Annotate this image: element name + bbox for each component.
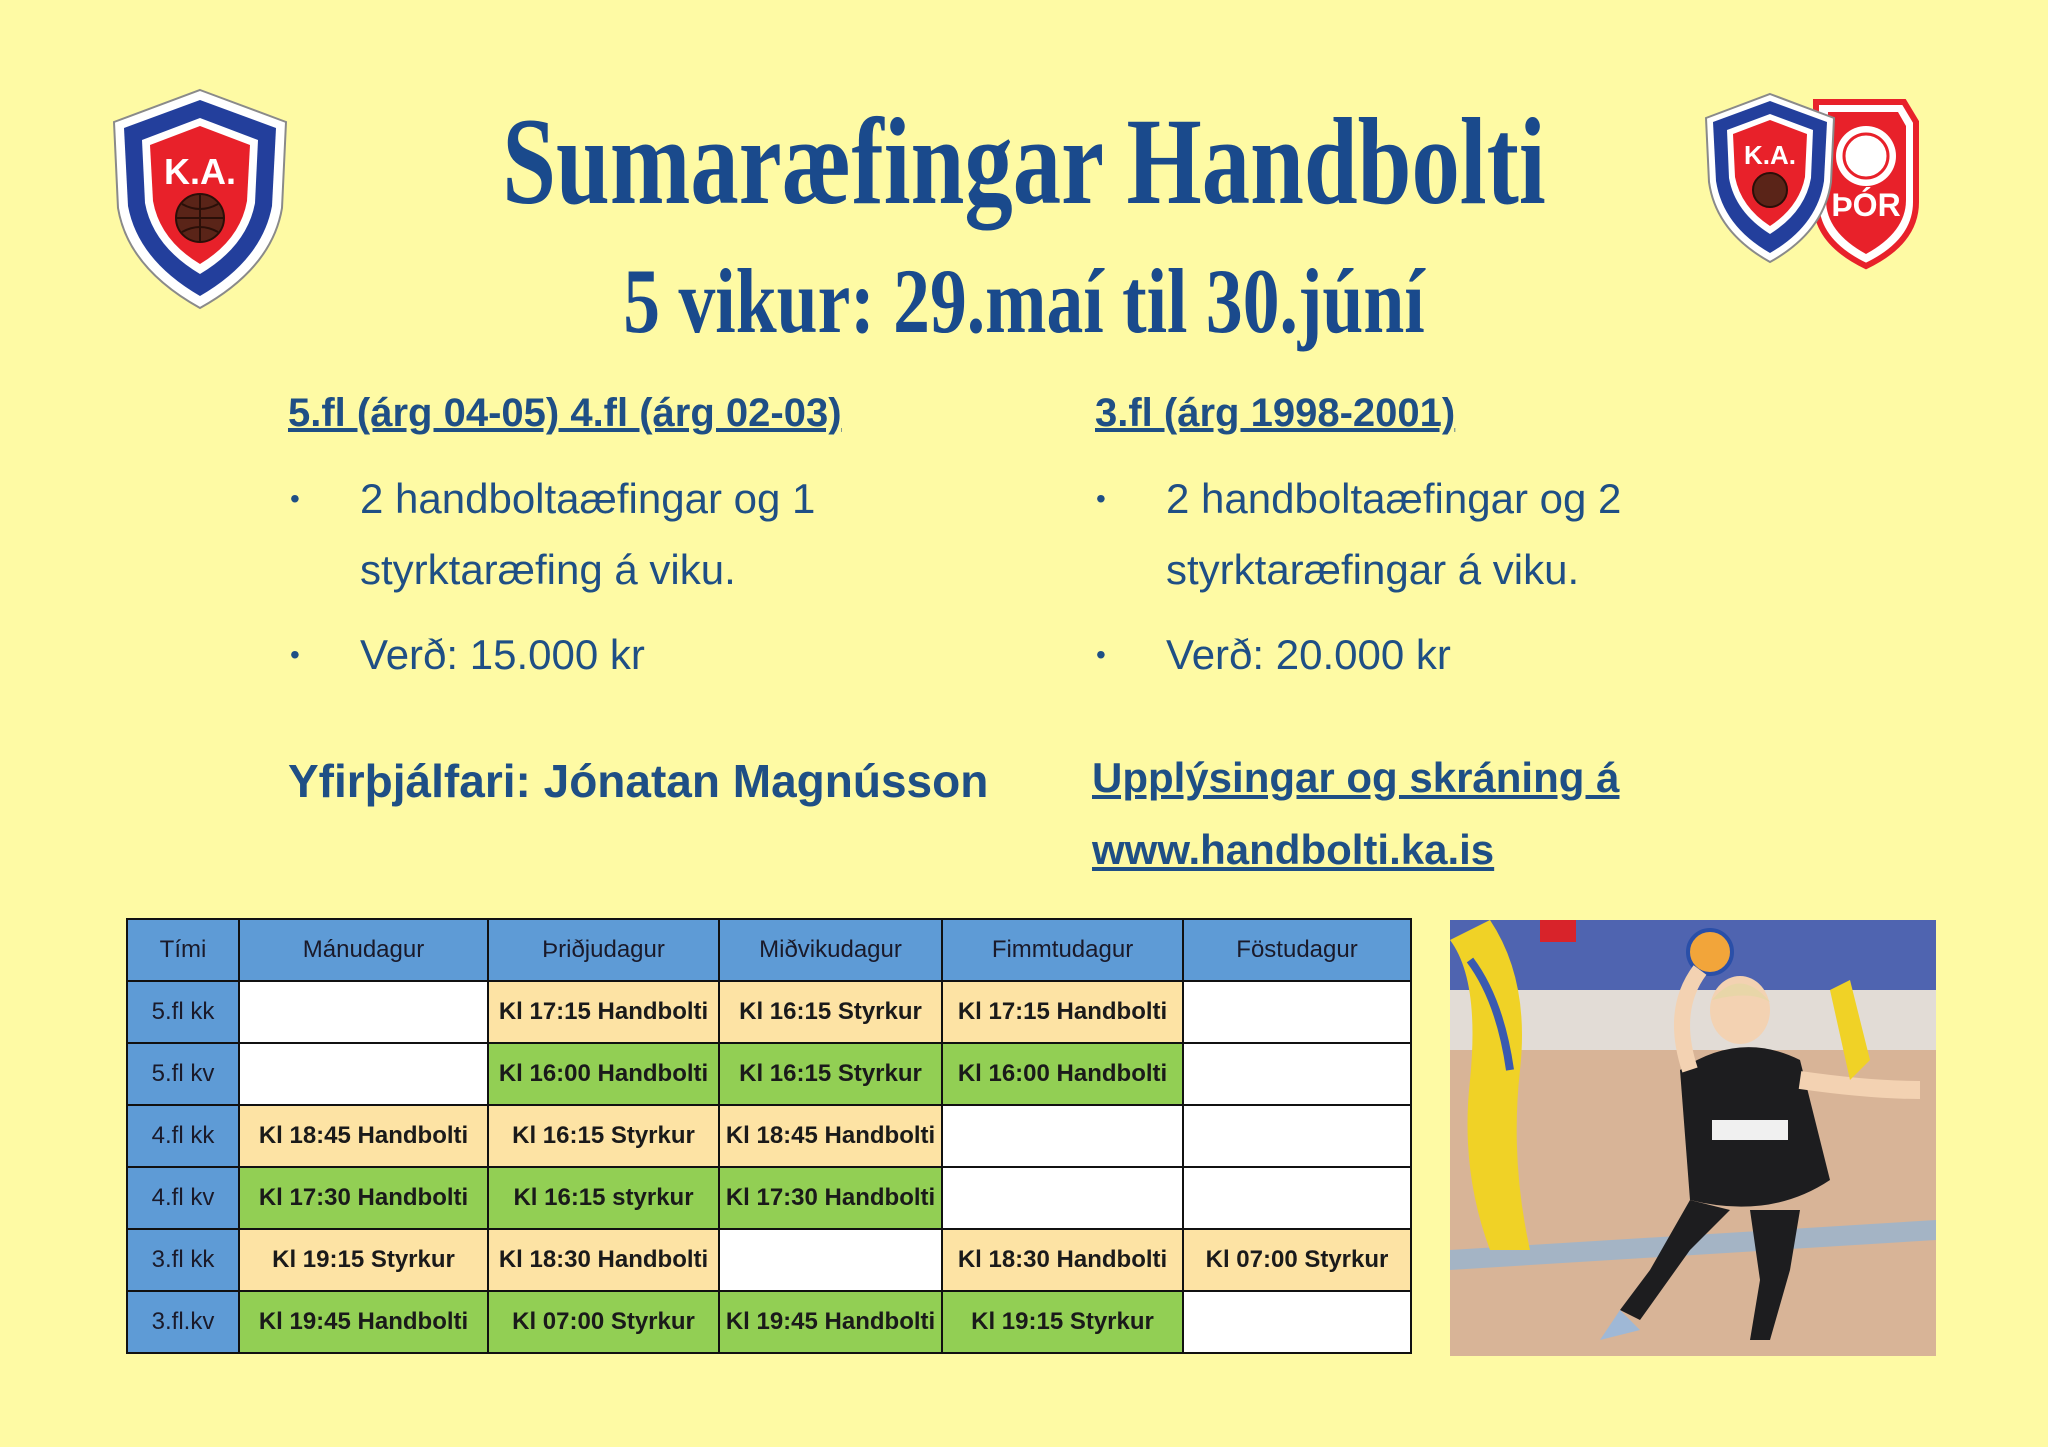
group-2-bullet: • 2 handboltaæfingar og 2 styrktaræfingar á viku. — [1096, 463, 1736, 605]
page-title: Sumaræfingar Handbolti — [502, 93, 1546, 230]
group-2-heading: 3.fl (árg 1998-2001) — [1095, 391, 1456, 435]
schedule-row — [127, 1105, 1411, 1167]
schedule-row — [127, 1167, 1411, 1229]
schedule-cell: Kl 18:45 Handbolti — [239, 1105, 488, 1167]
schedule-cell: Kl 16:15 styrkur — [488, 1167, 719, 1229]
schedule-row-label: 5.fl kv — [127, 1043, 239, 1105]
schedule-cell: Kl 19:45 Handbolti — [239, 1291, 488, 1353]
group-1-bullet: • 2 handboltaæfingar og 1 styrktaræfing á viku. — [290, 463, 930, 605]
group-1-bullet: • Verð: 15.000 kr — [290, 619, 930, 690]
schedule-cell — [942, 1167, 1183, 1229]
schedule-cell: Kl 19:45 Handbolti — [719, 1291, 942, 1353]
schedule-cell: Kl 07:00 Styrkur — [1183, 1229, 1411, 1291]
schedule-row-label: 3.fl.kv — [127, 1291, 239, 1353]
schedule-cell: Kl 16:15 Styrkur — [488, 1105, 719, 1167]
schedule-cell — [942, 1105, 1183, 1167]
schedule-header-cell: Föstudagur — [1183, 919, 1411, 981]
registration-line[interactable]: Upplýsingar og skráning á — [1092, 754, 1620, 801]
thor-crest-text: ÞÓR — [1831, 187, 1901, 223]
group-1-heading: 5.fl (árg 04-05) 4.fl (árg 02-03) — [288, 391, 842, 435]
schedule-row-label: 5.fl kk — [127, 981, 239, 1043]
schedule-cell — [1183, 1043, 1411, 1105]
schedule-cell — [1183, 1291, 1411, 1353]
group-1-bullets — [290, 463, 930, 690]
handball-player-photo — [1450, 920, 1936, 1356]
schedule-row-label: 4.fl kk — [127, 1105, 239, 1167]
schedule-header-cell: Fimmtudagur — [942, 919, 1183, 981]
schedule-cell: Kl 17:30 Handbolti — [719, 1167, 942, 1229]
schedule-cell: Kl 07:00 Styrkur — [488, 1291, 719, 1353]
schedule-cell: Kl 17:15 Handbolti — [488, 981, 719, 1043]
registration-info[interactable] — [1092, 742, 1619, 886]
schedule-cell: Kl 17:30 Handbolti — [239, 1167, 488, 1229]
schedule-cell — [1183, 981, 1411, 1043]
schedule-cell: Kl 19:15 Styrkur — [942, 1291, 1183, 1353]
schedule-cell: Kl 16:00 Handbolti — [942, 1043, 1183, 1105]
schedule-cell — [719, 1229, 942, 1291]
schedule-table — [126, 918, 1412, 1354]
schedule-row-label: 3.fl kk — [127, 1229, 239, 1291]
schedule-cell: Kl 18:30 Handbolti — [942, 1229, 1183, 1291]
schedule-cell — [1183, 1105, 1411, 1167]
schedule-cell — [239, 981, 488, 1043]
schedule-cell — [1183, 1167, 1411, 1229]
ka-crest-text: K.A. — [164, 151, 236, 192]
schedule-row — [127, 1043, 1411, 1105]
schedule-cell: Kl 16:15 Styrkur — [719, 981, 942, 1043]
schedule-header-cell: Þriðjudagur — [488, 919, 719, 981]
schedule-header-cell: Mánudagur — [239, 919, 488, 981]
schedule-header-cell: Miðvikudagur — [719, 919, 942, 981]
schedule-row — [127, 981, 1411, 1043]
ka-small-crest-text: K.A. — [1744, 140, 1796, 170]
schedule-row — [127, 1291, 1411, 1353]
schedule-cell: Kl 17:15 Handbolti — [942, 981, 1183, 1043]
schedule-header-row — [127, 919, 1411, 981]
page-subtitle: 5 vikur: 29.maí til 30.júní — [623, 250, 1425, 352]
head-coach: Yfirþjálfari: Jónatan Magnússon — [288, 755, 989, 807]
schedule-cell: Kl 19:15 Styrkur — [239, 1229, 488, 1291]
schedule-cell: Kl 16:00 Handbolti — [488, 1043, 719, 1105]
group-2-bullets — [1096, 463, 1736, 690]
schedule-header-cell: Tími — [127, 919, 239, 981]
schedule-cell: Kl 18:45 Handbolti — [719, 1105, 942, 1167]
schedule-cell: Kl 18:30 Handbolti — [488, 1229, 719, 1291]
schedule-row-label: 4.fl kv — [127, 1167, 239, 1229]
schedule-row — [127, 1229, 1411, 1291]
schedule-cell — [239, 1043, 488, 1105]
registration-link[interactable]: www.handbolti.ka.is — [1092, 826, 1495, 873]
group-2-bullet: • Verð: 20.000 kr — [1096, 619, 1736, 690]
schedule-cell: Kl 16:15 Styrkur — [719, 1043, 942, 1105]
